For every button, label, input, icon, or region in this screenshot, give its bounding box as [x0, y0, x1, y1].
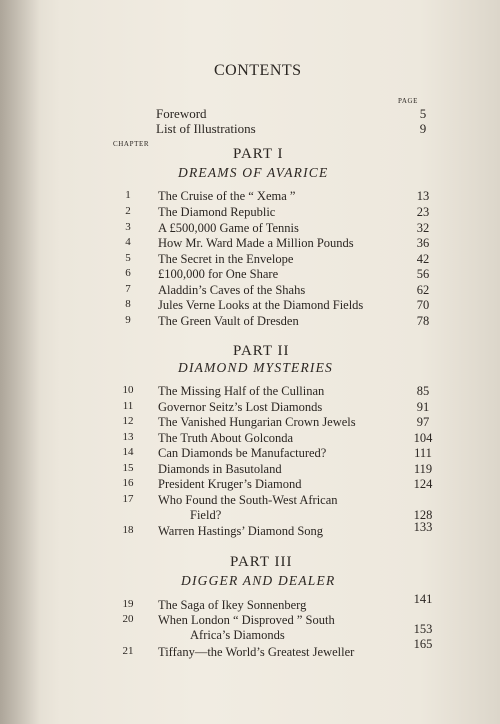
chapter-number: 1: [125, 189, 131, 201]
toc-row: [0, 205, 500, 221]
chapter-title-continued: Africa’s Diamonds: [190, 628, 285, 642]
chapter-number: 15: [122, 462, 134, 474]
chapter-number: 21: [122, 645, 134, 657]
front-matter-title: List of Illustrations: [156, 121, 256, 136]
chapter-number: 7: [125, 283, 131, 295]
front-matter-page: 5: [419, 106, 427, 121]
toc-row: [0, 462, 500, 478]
toc-row: [0, 189, 500, 205]
toc-row: [0, 637, 500, 661]
toc-row: [0, 236, 500, 252]
toc-row: [0, 431, 500, 447]
chapter-title: Aladdin’s Caves of the Shahs: [158, 283, 306, 297]
chapter-page: 62: [416, 283, 430, 297]
chapter-page: 70: [416, 298, 430, 312]
chapter-number: 3: [125, 221, 131, 233]
toc-row: [0, 415, 500, 431]
part-title: PART II: [233, 343, 290, 359]
chapter-page: 153: [413, 622, 433, 636]
chapter-title: Diamonds in Basutoland: [158, 462, 282, 476]
chapter-number: 6: [125, 267, 131, 279]
chapter-title: £100,000 for One Share: [158, 267, 279, 281]
chapter-title: Who Found the South-West African: [158, 493, 338, 507]
chapter-title: Tiffany—the World’s Greatest Jeweller: [158, 645, 355, 659]
chapter-page: 56: [416, 267, 430, 281]
chapter-title: Warren Hastings’ Diamond Song: [158, 524, 324, 538]
chapter-number: 19: [122, 598, 134, 610]
chapter-page: 13: [416, 189, 430, 203]
toc-row: [0, 283, 500, 299]
toc-row: [0, 314, 500, 330]
chapter-number: 8: [125, 298, 131, 310]
chapter-number: 12: [122, 415, 134, 427]
toc-row: [0, 477, 500, 493]
front-matter-page: 9: [419, 121, 427, 136]
chapter-number: 5: [125, 252, 131, 264]
chapter-title: When London “ Disproved ” South: [158, 613, 335, 627]
chapter-title: How Mr. Ward Made a Million Pounds: [158, 236, 354, 250]
toc-row: [0, 400, 500, 416]
chapter-number: 2: [125, 205, 131, 217]
part-title: PART I: [233, 146, 284, 162]
chapter-page: 97: [416, 415, 430, 429]
toc-row: [0, 252, 500, 268]
toc-row: [0, 520, 500, 540]
chapter-number: 18: [122, 524, 134, 536]
toc-row: [0, 267, 500, 283]
chapter-number: 17: [122, 493, 134, 505]
toc-row: [0, 446, 500, 462]
chapter-page: 128: [413, 508, 433, 522]
chapter-number: 20: [122, 613, 134, 625]
toc-row: [0, 384, 500, 400]
chapter-page: 165: [413, 637, 433, 651]
chapter-page: 104: [413, 431, 433, 445]
chapter-number: 14: [122, 446, 134, 458]
chapter-page: 36: [416, 236, 430, 250]
toc-row: [0, 592, 500, 614]
chapter-page: 111: [414, 446, 432, 460]
chapter-number: 4: [125, 236, 131, 248]
chapter-page: 32: [416, 221, 430, 235]
chapter-title: The Missing Half of the Cullinan: [158, 384, 325, 398]
chapter-title: Governor Seitz’s Lost Diamonds: [158, 400, 323, 414]
page-column-label: PAGE: [398, 97, 419, 105]
part-subtitle: DIAMOND MYSTERIES: [178, 360, 334, 375]
chapter-title: The Green Vault of Dresden: [158, 314, 299, 328]
chapter-page: 23: [416, 205, 430, 219]
chapter-title: The Truth About Golconda: [158, 431, 294, 445]
chapter-title-continued: Field?: [190, 508, 222, 522]
chapter-number: 11: [122, 400, 134, 412]
chapter-number: 10: [122, 384, 134, 396]
chapter-title: The Cruise of the “ Xema ”: [158, 189, 296, 203]
part-subtitle: DIGGER AND DEALER: [181, 573, 336, 588]
part-subtitle: DREAMS OF AVARICE: [178, 165, 329, 180]
chapter-page: 42: [416, 252, 430, 266]
chapter-title: The Vanished Hungarian Crown Jewels: [158, 415, 356, 429]
chapter-title: The Saga of Ikey Sonnenberg: [158, 598, 307, 612]
toc-row: [0, 298, 500, 314]
chapter-page: 124: [413, 477, 433, 491]
chapter-title: The Diamond Republic: [158, 205, 276, 219]
chapter-title: The Secret in the Envelope: [158, 252, 294, 266]
chapter-page: 133: [413, 520, 433, 534]
chapter-page: 85: [416, 384, 430, 398]
chapter-number: 13: [122, 431, 134, 443]
chapter-title: A £500,000 Game of Tennis: [158, 221, 299, 235]
chapter-number: 9: [125, 314, 131, 326]
chapter-page: 78: [416, 314, 430, 328]
toc-row: [0, 221, 500, 237]
chapter-title: President Kruger’s Diamond: [158, 477, 302, 491]
chapter-number: 16: [122, 477, 134, 489]
chapter-page: 91: [416, 400, 430, 414]
chapter-page: 141: [413, 592, 433, 606]
part-title: PART III: [230, 554, 293, 570]
front-matter-title: Foreword: [156, 106, 207, 121]
contents-heading: CONTENTS: [214, 62, 302, 79]
chapter-page: 119: [413, 462, 433, 476]
chapter-title: Jules Verne Looks at the Diamond Fields: [158, 298, 364, 312]
chapter-column-label: CHAPTER: [113, 140, 150, 148]
toc-row: [0, 493, 500, 509]
chapter-title: Can Diamonds be Manufactured?: [158, 446, 327, 460]
